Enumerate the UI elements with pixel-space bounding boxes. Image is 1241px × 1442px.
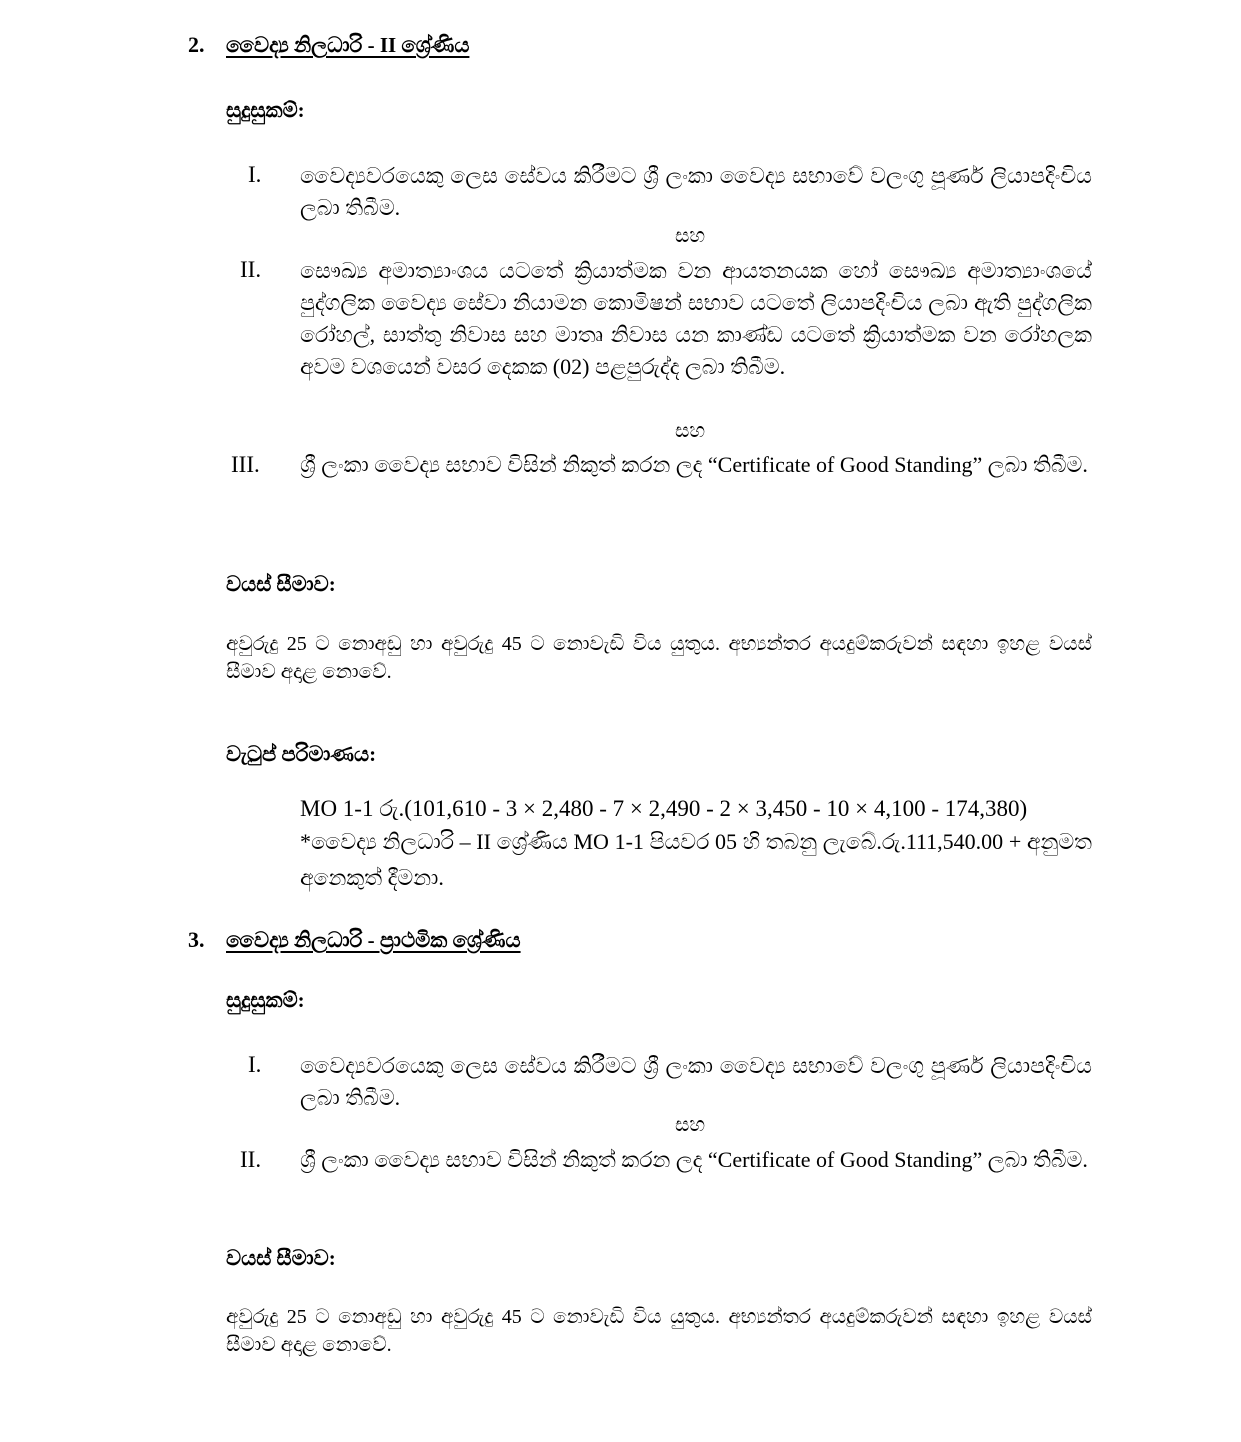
section-2-age-heading: වයස් සීමාව:	[226, 572, 336, 596]
section-2-item-3-text: ශ්‍රී ලංකා වෛද්‍ය සභාව විසින් නිකුත් කරන ලද “Certificate of Good Standing” ලබා තිබීම.	[300, 452, 1088, 477]
section-3-age-heading: වයස් සීමාව:	[226, 1246, 336, 1270]
section-2-item-3-numeral: III.	[231, 452, 260, 477]
section-3-connector-1: සහ	[675, 1114, 706, 1136]
section-3-number: 3.	[188, 927, 205, 952]
section-3-age-text: අවුරුදු 25 ට නොඅඩු හා අවුරුදු 45 ට නොවැඩි විය යුතුය. අභ්‍යන්තර අයදුම්කරුවන් සඳහා ඉහළ වයස් සීමාව අදාළ නොවේ.	[226, 1306, 1092, 1356]
section-3-title: වෛද්‍ය නිලධාරි - ප්‍රාථමික ශ්‍රේණිය	[226, 928, 521, 952]
section-2-connector-1: සහ	[675, 225, 706, 247]
section-2-item-1-numeral: I.	[248, 162, 262, 187]
section-3-item-1-text: වෛද්‍යවරයෙකු ලෙස සේවය කිරීමට ශ්‍රී ලංකා වෛද්‍ය සභාවේ වලංගු පූර්ණ ලියාපදිංචිය ලබා තිබීම.	[300, 1053, 1092, 1110]
section-2-salary-scale: MO 1-1 රු.(101,610 - 3 × 2,480 - 7 × 2,490 - 2 × 3,450 - 10 × 4,100 - 174,380)	[300, 796, 1028, 821]
section-3-item-2-text: ශ්‍රී ලංකා වෛද්‍ය සභාව විසින් නිකුත් කරන ලද “Certificate of Good Standing” ලබා තිබීම.	[300, 1147, 1088, 1172]
section-2-item-1-text: වෛද්‍යවරයෙකු ලෙස සේවය කිරීමට ශ්‍රී ලංකා වෛද්‍ය සභාවේ වලංගු පූර්ණ ලියාපදිංචිය ලබා තිබීම.	[300, 163, 1092, 220]
section-2-connector-2: සහ	[675, 420, 706, 442]
section-2-item-2-text: සෞඛ්‍ය අමාත්‍යාංශය යටතේ ක්‍රියාත්මක වන ආයතනයක හෝ සෞඛ්‍ය අමාත්‍යාංශයේ පුද්ගලික වෛද්‍ය සේවා නියාමන කොමිෂන් සභාව යටතේ ලියාපදිංචිය ලබා ඇති පුද්ගලික රෝහල්, සාත්තු නිවාස සහ මාතෘ නිවාස යන කාණ්ඩ යටතේ ක්‍රියාත්මක වන රෝහලක අවම වශයෙන් වසර දෙකක (02) පළපුරුද්ද ලබා තිබීම.	[300, 258, 1092, 379]
section-2-item-2-numeral: II.	[240, 257, 262, 282]
section-2-title: වෛද්‍ය නිලධාරි - II ශ්‍රේණිය	[226, 33, 470, 57]
section-3-qualifications-heading: සුදුසුකම්:	[226, 988, 305, 1012]
section-3-item-1-numeral: I.	[248, 1052, 262, 1077]
section-2-number: 2.	[188, 32, 205, 57]
section-3-item-2-numeral: II.	[240, 1147, 262, 1172]
section-2-salary-note: *වෛද්‍ය නිලධාරි – II ශ්‍රේණිය MO 1-1 පියවර 05 හි තබනු ලැබේ.රු.111,540.00 + අනුමත අනෙකුත් දීමනා.	[300, 829, 1092, 890]
section-2-qualifications-heading: සුදුසුකම්:	[226, 98, 305, 122]
section-2-age-text: අවුරුදු 25 ට නොඅඩු හා අවුරුදු 45 ට නොවැඩි විය යුතුය. අභ්‍යන්තර අයදුම්කරුවන් සඳහා ඉහළ වයස් සීමාව අදාළ නොවේ.	[226, 633, 1092, 683]
section-2-salary-heading: වැටුප් පරිමාණය:	[226, 742, 377, 766]
